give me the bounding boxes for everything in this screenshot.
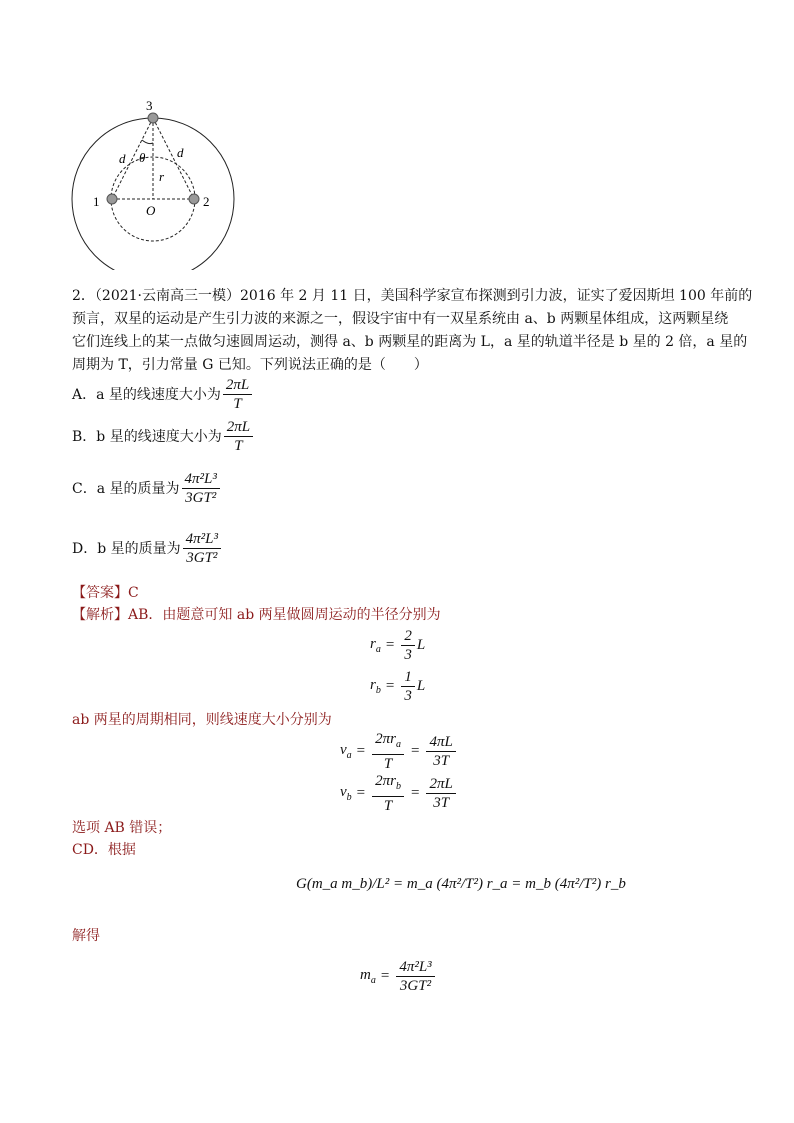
option-d-fraction (183, 530, 221, 567)
eq-vb-num2: 2πL (426, 775, 455, 794)
eq-vb-den2: 3T (433, 795, 450, 811)
eq-ma-lhs: m (360, 967, 371, 983)
star-2 (189, 194, 199, 204)
answer-value: C (128, 585, 139, 601)
eq-ma-den: 3GT² (399, 978, 432, 994)
option-c-num: 4π²L³ (182, 470, 220, 489)
equation-rb: $r_b$ = $\frac{1}{3}$ L (370, 669, 426, 704)
label-d-right: d (177, 145, 184, 160)
solve-line: 解得 (72, 928, 100, 944)
eq-vb-frac2 (426, 775, 455, 812)
option-a-fraction (223, 376, 252, 413)
eq-vb-lhs: v (340, 784, 347, 800)
option-c-prefix: C． (72, 480, 97, 497)
option-a-prefix: A． (72, 386, 97, 403)
label-1: 1 (93, 194, 100, 209)
option-c[interactable] (72, 470, 222, 507)
same-period-line: ab 两星的周期相同，则线速度大小分别为 (72, 712, 332, 728)
eq-va-num2: 4πL (426, 733, 455, 752)
eq-rb-num: 1 (401, 668, 415, 687)
equation-gravity: G(m_a m_b)/L² = m_a (4π²/T²) r_a = m_b (4π²/T²) r_b (296, 876, 626, 892)
equation-ma: $m_a$ = $\frac{\text{4π²L³}}{\text{3GT²}}$ (360, 958, 437, 995)
eq-ra-lhs: r (370, 636, 376, 652)
eq-rb-tail: L (416, 678, 426, 694)
label-theta: θ (139, 150, 146, 165)
analysis-intro: AB．由题意可知 ab 两星做圆周运动的半径分别为 (128, 607, 441, 623)
eq-rb-sub: b (375, 685, 381, 696)
label-3: 3 (146, 98, 153, 113)
line-3-2 (153, 118, 194, 199)
option-d-den: 3GT² (186, 550, 218, 566)
eq-va-lhs: v (340, 742, 347, 758)
eq-va-num1: 2πr (375, 731, 396, 747)
eq-vb-frac1 (372, 772, 404, 815)
option-d-num: 4π²L³ (183, 530, 221, 549)
cd-basis-line: CD．根据 (72, 842, 136, 858)
eq-rb-fraction (401, 668, 415, 705)
theta-arc (142, 140, 153, 144)
question-line-4: 周期为 T，引力常量 G 已知。下列说法正确的是（ ） (72, 357, 428, 373)
eq-va-den1: T (383, 756, 393, 772)
label-2: 2 (203, 194, 210, 209)
option-b-den: T (234, 438, 243, 454)
option-c-fraction (182, 470, 220, 507)
eq-rb-den: 3 (404, 688, 412, 704)
option-b-prefix: B． (72, 428, 97, 445)
eq-vb-den1: T (383, 798, 393, 814)
option-c-den: 3GT² (185, 490, 217, 506)
label-r: r (159, 169, 165, 184)
equation-va: $v_a$ = $\frac{2\pi r_a}{T}$ = $\frac{4\pi L}{3T}$ (340, 730, 458, 773)
option-b[interactable] (72, 418, 255, 455)
star-3 (148, 113, 158, 123)
analysis-label: 【解析】 (72, 607, 128, 623)
option-a-text: a 星的线速度大小为 (96, 386, 221, 403)
answer-line (72, 583, 139, 603)
eq-rb-lhs: r (370, 677, 376, 693)
eq-vb-sub: b (346, 792, 352, 803)
eq-va-frac2 (426, 733, 455, 770)
answer-label: 【答案】 (72, 585, 128, 601)
option-a[interactable] (72, 376, 254, 413)
analysis-intro-line (72, 605, 441, 625)
eq-va-sub: a (346, 750, 352, 761)
option-b-num: 2πL (224, 418, 253, 437)
option-d-text: b 星的质量为 (97, 540, 181, 557)
eq-ra-den: 3 (404, 647, 412, 663)
option-b-fraction (224, 418, 253, 455)
option-b-text: b 星的线速度大小为 (96, 428, 222, 445)
option-d-prefix: D． (72, 540, 98, 557)
option-a-den: T (233, 396, 242, 412)
eq-vb-num1-sub: b (396, 781, 401, 792)
equation-ra: $r_a$ = $\frac{2}{3}$ L (370, 628, 426, 663)
eq-va-frac1 (372, 730, 404, 773)
eq-ma-num: 4π²L³ (396, 958, 434, 977)
eq-ra-tail: L (416, 637, 426, 653)
label-d-left: d (119, 151, 126, 166)
equation-vb: $v_b$ = $\frac{2\pi r_b}{T}$ = $\frac{2\pi L}{3T}$ (340, 772, 458, 815)
eq-va-num1-sub: a (396, 739, 401, 750)
eq-ma-sub: a (370, 975, 376, 986)
eq-ma-fraction (396, 958, 434, 995)
eq-ra-fraction (401, 627, 415, 664)
label-o: O (146, 203, 156, 218)
option-d[interactable] (72, 530, 223, 567)
eq-ra-num: 2 (401, 627, 415, 646)
option-c-text: a 星的质量为 (96, 480, 180, 497)
question-line-3: 它们连线上的某一点做匀速圆周运动，测得 a、b 两颗星的距离为 L，a 星的轨道半径是 b 星的 2 倍，a 星的 (72, 334, 748, 350)
eq-vb-num1: 2πr (375, 773, 396, 789)
orbit-diagram (60, 95, 250, 270)
question-line-2: 预言，双星的运动是产生引力波的来源之一，假设宇宙中有一双星系统由 a、b 两颗星体组成，这两颗星绕 (72, 311, 729, 327)
ab-wrong-line: 选项 AB 错误； (72, 820, 172, 836)
question-line-1: 2．（2021·云南高三一模）2016 年 2 月 11 日，美国科学家宣布探测到引力波，证实了爱因斯坦 100 年前的 (72, 288, 753, 304)
eq-ra-sub: a (375, 644, 381, 655)
option-a-num: 2πL (223, 376, 252, 395)
eq-va-den2: 3T (433, 753, 450, 769)
star-1 (107, 194, 117, 204)
